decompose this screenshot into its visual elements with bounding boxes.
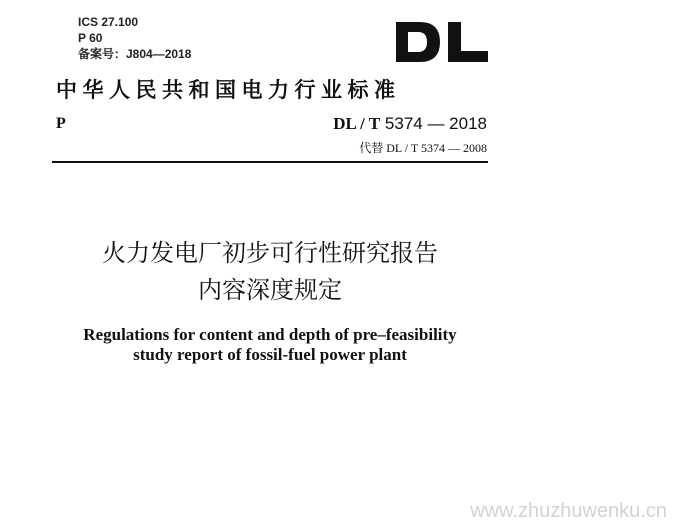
ics-code: ICS 27.100	[78, 15, 139, 29]
dl-logo-icon	[394, 20, 490, 64]
title-english-line-1: Regulations for content and depth of pre–feasibility	[83, 325, 457, 344]
standard-type-title: 中华人民共和国电力行业标准	[56, 78, 401, 102]
replaces-standard: 代替 DL / T 5374 — 2008	[359, 141, 487, 155]
standard-number-prefix: DL / T	[333, 114, 381, 133]
standard-number-value: 5374 — 2018	[384, 114, 487, 133]
title-chinese-line-1: 火力发电厂初步可行性研究报告	[102, 239, 438, 267]
title-english-line-2: study report of fossil-fuel power plant	[133, 345, 407, 364]
header-divider	[52, 161, 488, 163]
watermark: www.zhuzhuwenku.cn	[470, 500, 667, 522]
filing-number: 备案号：J804—2018	[78, 47, 192, 61]
standard-number	[333, 114, 487, 134]
classification-codes	[78, 14, 191, 62]
p-code: P	[56, 115, 66, 132]
title-chinese-line-2: 内容深度规定	[198, 276, 342, 304]
p-class-code: P 60	[78, 31, 103, 45]
